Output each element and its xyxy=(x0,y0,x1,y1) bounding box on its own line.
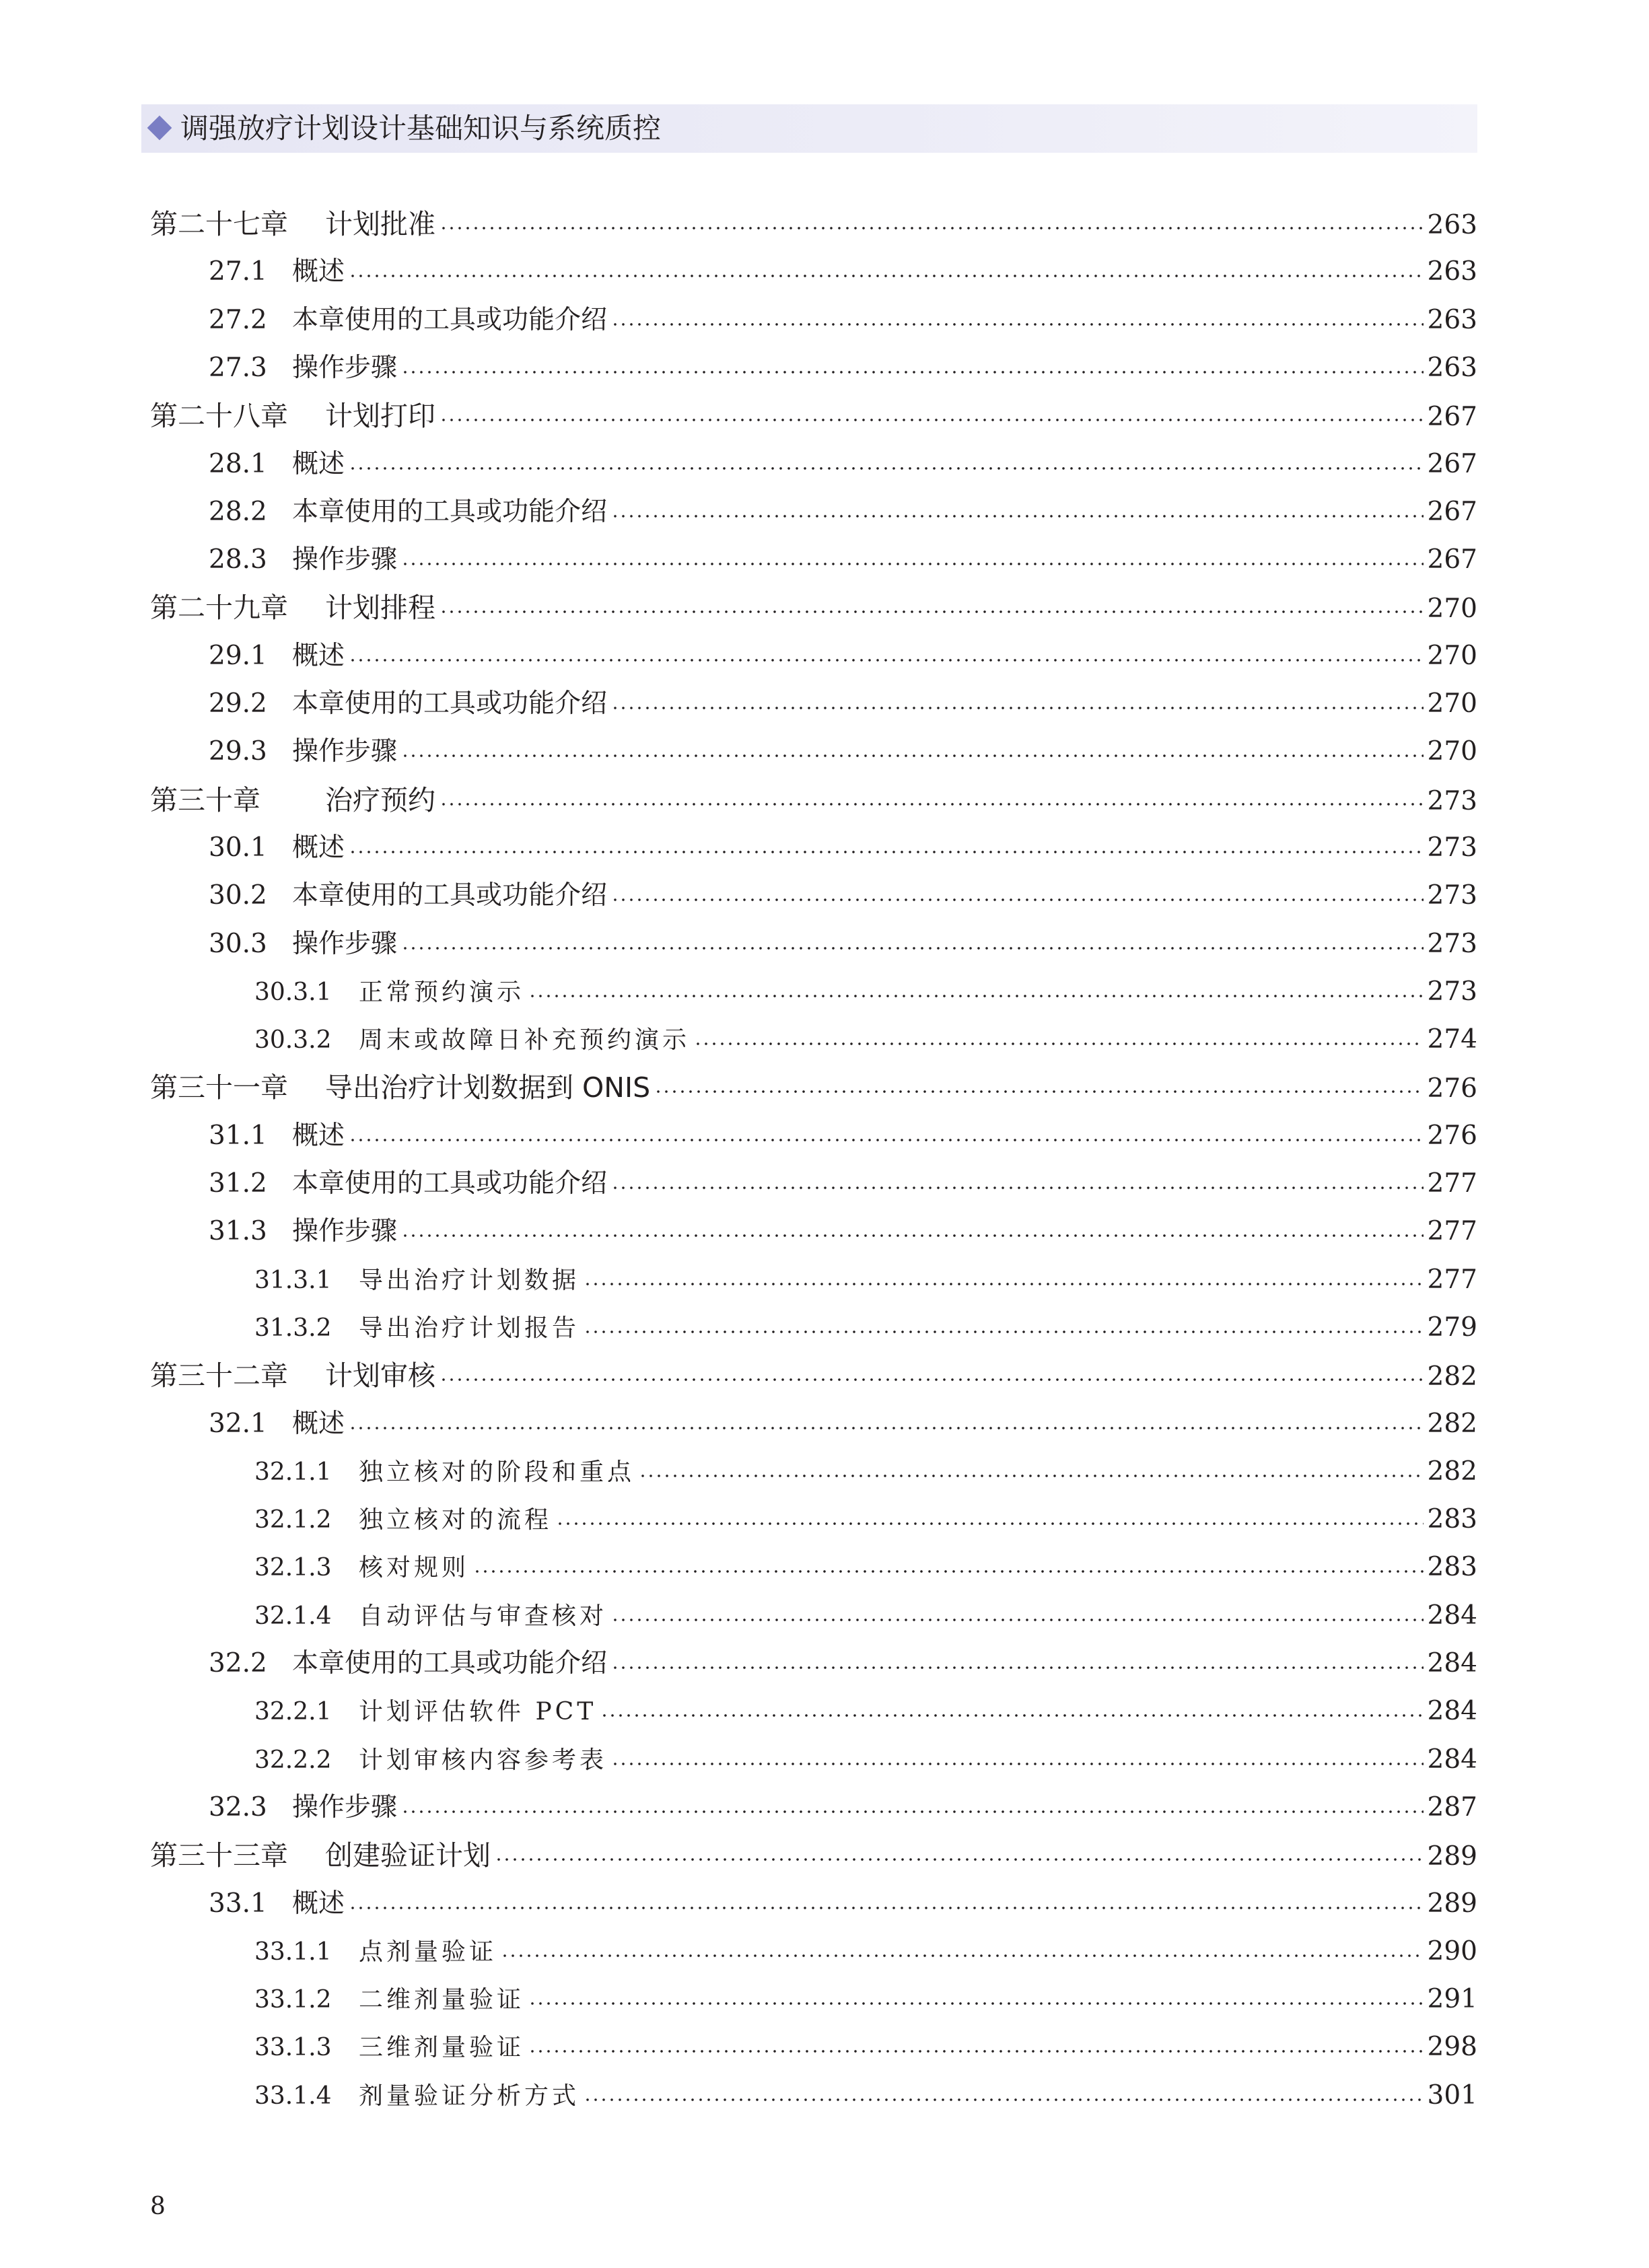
toc-entry[interactable] xyxy=(150,583,1477,632)
toc-entry-title: 计划审核内容参考表 xyxy=(359,1746,608,1774)
toc-entry-number: 31.3.1 xyxy=(254,1266,332,1294)
toc-entry-number: 32.1.3 xyxy=(254,1554,332,1582)
toc-entry-title: 独立核对的流程 xyxy=(359,1506,553,1534)
toc-entry-page: 283 xyxy=(1427,1552,1477,1583)
leader-dots xyxy=(349,659,1424,662)
toc-entry-title: 二维剂量验证 xyxy=(359,1986,525,2014)
toc-entry-title: 导出治疗计划报告 xyxy=(359,1314,580,1342)
toc-entry-title: 剂量验证分析方式 xyxy=(359,2082,580,2110)
toc-entry-number: 32.2.2 xyxy=(254,1746,332,1774)
toc-entry-title: 本章使用的工具或功能介绍 xyxy=(292,304,608,335)
toc-entry-page: 263 xyxy=(1427,256,1477,287)
toc-entry[interactable] xyxy=(150,1351,1477,1400)
toc-entry-number: 29.3 xyxy=(209,736,267,767)
toc-entry[interactable] xyxy=(254,1495,1477,1544)
leader-dots xyxy=(440,1378,1424,1381)
leader-dots xyxy=(611,707,1424,709)
toc-entry-page: 273 xyxy=(1427,785,1477,816)
toc-entry-number: 32.1.2 xyxy=(254,1506,332,1534)
toc-entry-page: 270 xyxy=(1427,594,1477,625)
toc-entry-page: 273 xyxy=(1427,832,1477,863)
toc-entry[interactable] xyxy=(150,392,1477,440)
toc-entry[interactable] xyxy=(254,2071,1477,2120)
leader-dots xyxy=(611,515,1424,518)
toc-entry-title: 点剂量验证 xyxy=(359,1938,497,1966)
toc-entry-number: 31.3.2 xyxy=(254,1314,332,1342)
toc-entry[interactable] xyxy=(254,1975,1477,2024)
toc-entry-page: 287 xyxy=(1427,1792,1477,1822)
toc-entry[interactable] xyxy=(254,1304,1477,1352)
toc-entry-title: 本章使用的工具或功能介绍 xyxy=(292,496,608,527)
toc-entry-number: 32.2 xyxy=(209,1648,267,1678)
toc-entry-title: 操作步骤 xyxy=(292,928,398,959)
toc-entry-number: 31.3 xyxy=(209,1216,267,1247)
toc-entry-title: 操作步骤 xyxy=(292,352,398,383)
toc-entry-title: 自动评估与审查核对 xyxy=(359,1602,608,1630)
toc-entry[interactable] xyxy=(254,1687,1477,1736)
toc-entry-title: 概述 xyxy=(292,1888,345,1919)
book-title: 调强放疗计划设计基础知识与系统质控 xyxy=(180,112,662,145)
toc-entry[interactable] xyxy=(150,1063,1477,1112)
toc-entry-number: 第三十三章 xyxy=(150,1839,288,1872)
toc-entry[interactable] xyxy=(254,968,1477,1016)
toc-entry[interactable] xyxy=(209,1880,1477,1928)
toc-entry[interactable] xyxy=(254,1927,1477,1976)
toc-entry-number: 27.1 xyxy=(209,256,267,287)
toc-entry-number: 第三十二章 xyxy=(150,1359,288,1392)
toc-entry-title: 核对规则 xyxy=(359,1554,470,1582)
toc-entry[interactable] xyxy=(209,824,1477,872)
toc-entry-title: 操作步骤 xyxy=(292,1792,398,1822)
running-header xyxy=(141,104,1477,153)
toc-entry-title: 概述 xyxy=(292,256,345,287)
leader-dots xyxy=(401,947,1424,950)
leader-dots xyxy=(401,1234,1424,1237)
toc-entry-page: 273 xyxy=(1427,976,1477,1007)
toc-entry-number: 第三十一章 xyxy=(150,1071,288,1104)
toc-entry[interactable] xyxy=(209,1400,1477,1448)
leader-dots xyxy=(611,1763,1424,1765)
leader-dots xyxy=(440,610,1424,613)
toc-entry-number: 33.1 xyxy=(209,1888,267,1919)
leader-dots xyxy=(349,275,1424,277)
leader-dots xyxy=(611,1619,1424,1621)
toc-entry-number: 31.1 xyxy=(209,1120,267,1151)
toc-entry-number: 28.3 xyxy=(209,544,267,575)
toc-entry-title: 本章使用的工具或功能介绍 xyxy=(292,688,608,719)
toc-entry-title: 正常预约演示 xyxy=(359,978,525,1006)
toc-entry-title: 计划审核 xyxy=(325,1359,435,1392)
leader-dots xyxy=(639,1475,1424,1477)
toc-entry-title: 计划排程 xyxy=(325,592,435,625)
toc-entry-number: 33.1.4 xyxy=(254,2082,332,2110)
toc-entry-page: 298 xyxy=(1427,2032,1477,2063)
toc-entry-number: 第二十七章 xyxy=(150,208,288,240)
toc-entry-number: 29.1 xyxy=(209,640,267,671)
toc-entry-page: 273 xyxy=(1427,928,1477,959)
toc-entry-title: 概述 xyxy=(292,832,345,863)
toc-entry-title: 操作步骤 xyxy=(292,544,398,575)
toc-entry-title: 周末或故障日补充预约演示 xyxy=(359,1026,691,1055)
toc-entry-number: 30.3 xyxy=(209,928,267,959)
toc-entry-title: 概述 xyxy=(292,1408,345,1439)
leader-dots xyxy=(584,2098,1424,2101)
toc-entry[interactable] xyxy=(209,1783,1477,1832)
toc-entry-page: 274 xyxy=(1427,1024,1477,1055)
toc-entry-number: 27.2 xyxy=(209,304,267,335)
toc-entry-page: 273 xyxy=(1427,880,1477,911)
toc-entry[interactable] xyxy=(209,1112,1477,1160)
toc-entry[interactable] xyxy=(254,1016,1477,1064)
toc-entry-title: 计划打印 xyxy=(325,400,435,433)
toc-entry[interactable] xyxy=(254,1543,1477,1592)
leader-dots xyxy=(584,1331,1424,1333)
toc-entry-page: 263 xyxy=(1427,352,1477,383)
toc-entry-page: 277 xyxy=(1427,1264,1477,1295)
toc-entry-number: 33.1.1 xyxy=(254,1938,332,1966)
toc-entry-title: 独立核对的阶段和重点 xyxy=(359,1458,635,1486)
toc-entry[interactable] xyxy=(209,344,1477,392)
toc-entry[interactable] xyxy=(209,1639,1477,1688)
toc-entry-number: 30.3.2 xyxy=(254,1026,332,1055)
toc-entry-number: 第二十九章 xyxy=(150,592,288,625)
toc-entry-page: 282 xyxy=(1427,1361,1477,1392)
toc-entry-title: 计划评估软件 PCT xyxy=(359,1698,597,1726)
toc-entry[interactable] xyxy=(209,632,1477,680)
leader-dots xyxy=(495,1858,1424,1861)
toc-entry-number: 32.3 xyxy=(209,1792,267,1822)
toc-entry[interactable] xyxy=(209,680,1477,728)
toc-entry-page: 283 xyxy=(1427,1504,1477,1535)
toc-entry[interactable] xyxy=(254,1448,1477,1496)
leader-dots xyxy=(349,1139,1424,1141)
toc-entry-page: 290 xyxy=(1427,1936,1477,1966)
toc-entry-page: 291 xyxy=(1427,1984,1477,2015)
toc-entry-page: 267 xyxy=(1427,448,1477,479)
toc-entry-number: 30.1 xyxy=(209,832,267,863)
toc-entry-number: 30.3.1 xyxy=(254,978,332,1006)
toc-entry[interactable] xyxy=(209,872,1477,920)
leader-dots xyxy=(584,1283,1424,1285)
toc-entry-number: 33.1.2 xyxy=(254,1986,332,2014)
leader-dots xyxy=(501,1954,1424,1957)
toc-entry-page: 263 xyxy=(1427,304,1477,335)
leader-dots xyxy=(556,1522,1424,1525)
toc-entry-number: 32.1.1 xyxy=(254,1458,332,1486)
leader-dots xyxy=(401,754,1424,757)
toc-entry[interactable] xyxy=(209,440,1477,489)
toc-entry-page: 270 xyxy=(1427,736,1477,767)
toc-entry-page: 267 xyxy=(1427,496,1477,527)
leader-dots xyxy=(611,323,1424,326)
leader-dots xyxy=(440,227,1424,229)
leader-dots xyxy=(349,1427,1424,1429)
toc-entry-page: 276 xyxy=(1427,1073,1477,1104)
toc-entry-page: 267 xyxy=(1427,402,1477,433)
toc-entry-number: 28.1 xyxy=(209,448,267,479)
toc-entry-number: 31.2 xyxy=(209,1168,267,1199)
leader-dots xyxy=(401,1810,1424,1813)
toc-entry-page: 267 xyxy=(1427,544,1477,575)
toc-entry-title: 计划批准 xyxy=(325,208,435,240)
toc-entry[interactable] xyxy=(209,1207,1477,1256)
toc-entry[interactable] xyxy=(209,296,1477,345)
toc-entry-number: 28.2 xyxy=(209,496,267,527)
toc-entry[interactable] xyxy=(209,1160,1477,1208)
toc-entry-title: 本章使用的工具或功能介绍 xyxy=(292,880,608,911)
toc-entry-number: 33.1.3 xyxy=(254,2034,332,2062)
page-number: 8 xyxy=(150,2193,166,2220)
toc-entry-number: 第二十八章 xyxy=(150,400,288,433)
toc-entry-page: 284 xyxy=(1427,1744,1477,1775)
toc-entry-page: 277 xyxy=(1427,1168,1477,1199)
toc-entry-title: 本章使用的工具或功能介绍 xyxy=(292,1648,608,1678)
leader-dots xyxy=(349,1907,1424,1909)
toc-entry-title: 操作步骤 xyxy=(292,1216,398,1247)
toc-entry-page: 282 xyxy=(1427,1456,1477,1487)
toc-entry-page: 284 xyxy=(1427,1696,1477,1727)
toc-entry-page: 284 xyxy=(1427,1648,1477,1678)
toc-entry-page: 289 xyxy=(1427,1841,1477,1872)
toc-entry-title: 操作步骤 xyxy=(292,736,398,767)
toc-entry-title: 导出治疗计划数据 xyxy=(359,1266,580,1294)
leader-dots xyxy=(349,467,1424,470)
leader-dots xyxy=(401,563,1424,565)
leader-dots xyxy=(440,419,1424,421)
toc-entry-page: 282 xyxy=(1427,1408,1477,1439)
toc-entry-page: 263 xyxy=(1427,210,1477,240)
toc-entry-page: 301 xyxy=(1427,2080,1477,2111)
toc-entry-number: 32.2.1 xyxy=(254,1698,332,1726)
leader-dots xyxy=(611,1666,1424,1669)
toc-entry[interactable] xyxy=(209,920,1477,968)
diamond-icon xyxy=(147,116,172,141)
toc-entry-title: 概述 xyxy=(292,640,345,671)
toc-entry-page: 279 xyxy=(1427,1312,1477,1343)
toc-entry-page: 270 xyxy=(1427,688,1477,719)
toc-entry[interactable] xyxy=(254,2023,1477,2071)
leader-dots xyxy=(401,371,1424,374)
leader-dots xyxy=(611,898,1424,901)
toc-entry-number: 32.1 xyxy=(209,1408,267,1439)
leader-dots xyxy=(440,803,1424,806)
toc-entry-page: 277 xyxy=(1427,1216,1477,1247)
toc-entry[interactable] xyxy=(254,1592,1477,1640)
leader-dots xyxy=(611,1186,1424,1189)
toc-entry-page: 289 xyxy=(1427,1888,1477,1919)
toc-entry-number: 27.3 xyxy=(209,352,267,383)
toc-entry[interactable] xyxy=(209,536,1477,584)
toc-entry-title: 治疗预约 xyxy=(325,783,435,816)
leader-dots xyxy=(528,2002,1424,2005)
toc-entry-number: 29.2 xyxy=(209,688,267,719)
toc-entry-number: 32.1.4 xyxy=(254,1602,332,1630)
leader-dots xyxy=(694,1042,1424,1045)
toc-entry[interactable] xyxy=(150,200,1477,248)
leader-dots xyxy=(528,995,1424,997)
toc-entry-page: 270 xyxy=(1427,640,1477,671)
leader-dots xyxy=(600,1714,1423,1717)
toc-entry[interactable] xyxy=(209,728,1477,776)
leader-dots xyxy=(349,851,1424,853)
toc-entry-title: 导出治疗计划数据到 ONIS xyxy=(325,1071,651,1104)
toc-entry[interactable] xyxy=(150,776,1477,824)
toc-entry[interactable] xyxy=(254,1736,1477,1784)
toc-entry-title: 三维剂量验证 xyxy=(359,2034,525,2062)
toc-entry-title: 概述 xyxy=(292,1120,345,1151)
leader-dots xyxy=(473,1570,1424,1573)
toc-entry-number: 第三十章 xyxy=(150,783,260,816)
toc-entry[interactable] xyxy=(150,1831,1477,1880)
leader-dots xyxy=(528,2050,1424,2053)
toc-entry[interactable] xyxy=(209,488,1477,536)
toc-entry-page: 284 xyxy=(1427,1600,1477,1631)
toc-entry-title: 本章使用的工具或功能介绍 xyxy=(292,1168,608,1199)
toc-entry-number: 30.2 xyxy=(209,880,267,911)
toc-entry-page: 276 xyxy=(1427,1120,1477,1151)
toc-entry[interactable] xyxy=(254,1256,1477,1304)
toc-entry-title: 概述 xyxy=(292,448,345,479)
toc-entry[interactable] xyxy=(209,248,1477,296)
toc-entry-title: 创建验证计划 xyxy=(325,1839,491,1872)
leader-dots xyxy=(654,1090,1423,1093)
